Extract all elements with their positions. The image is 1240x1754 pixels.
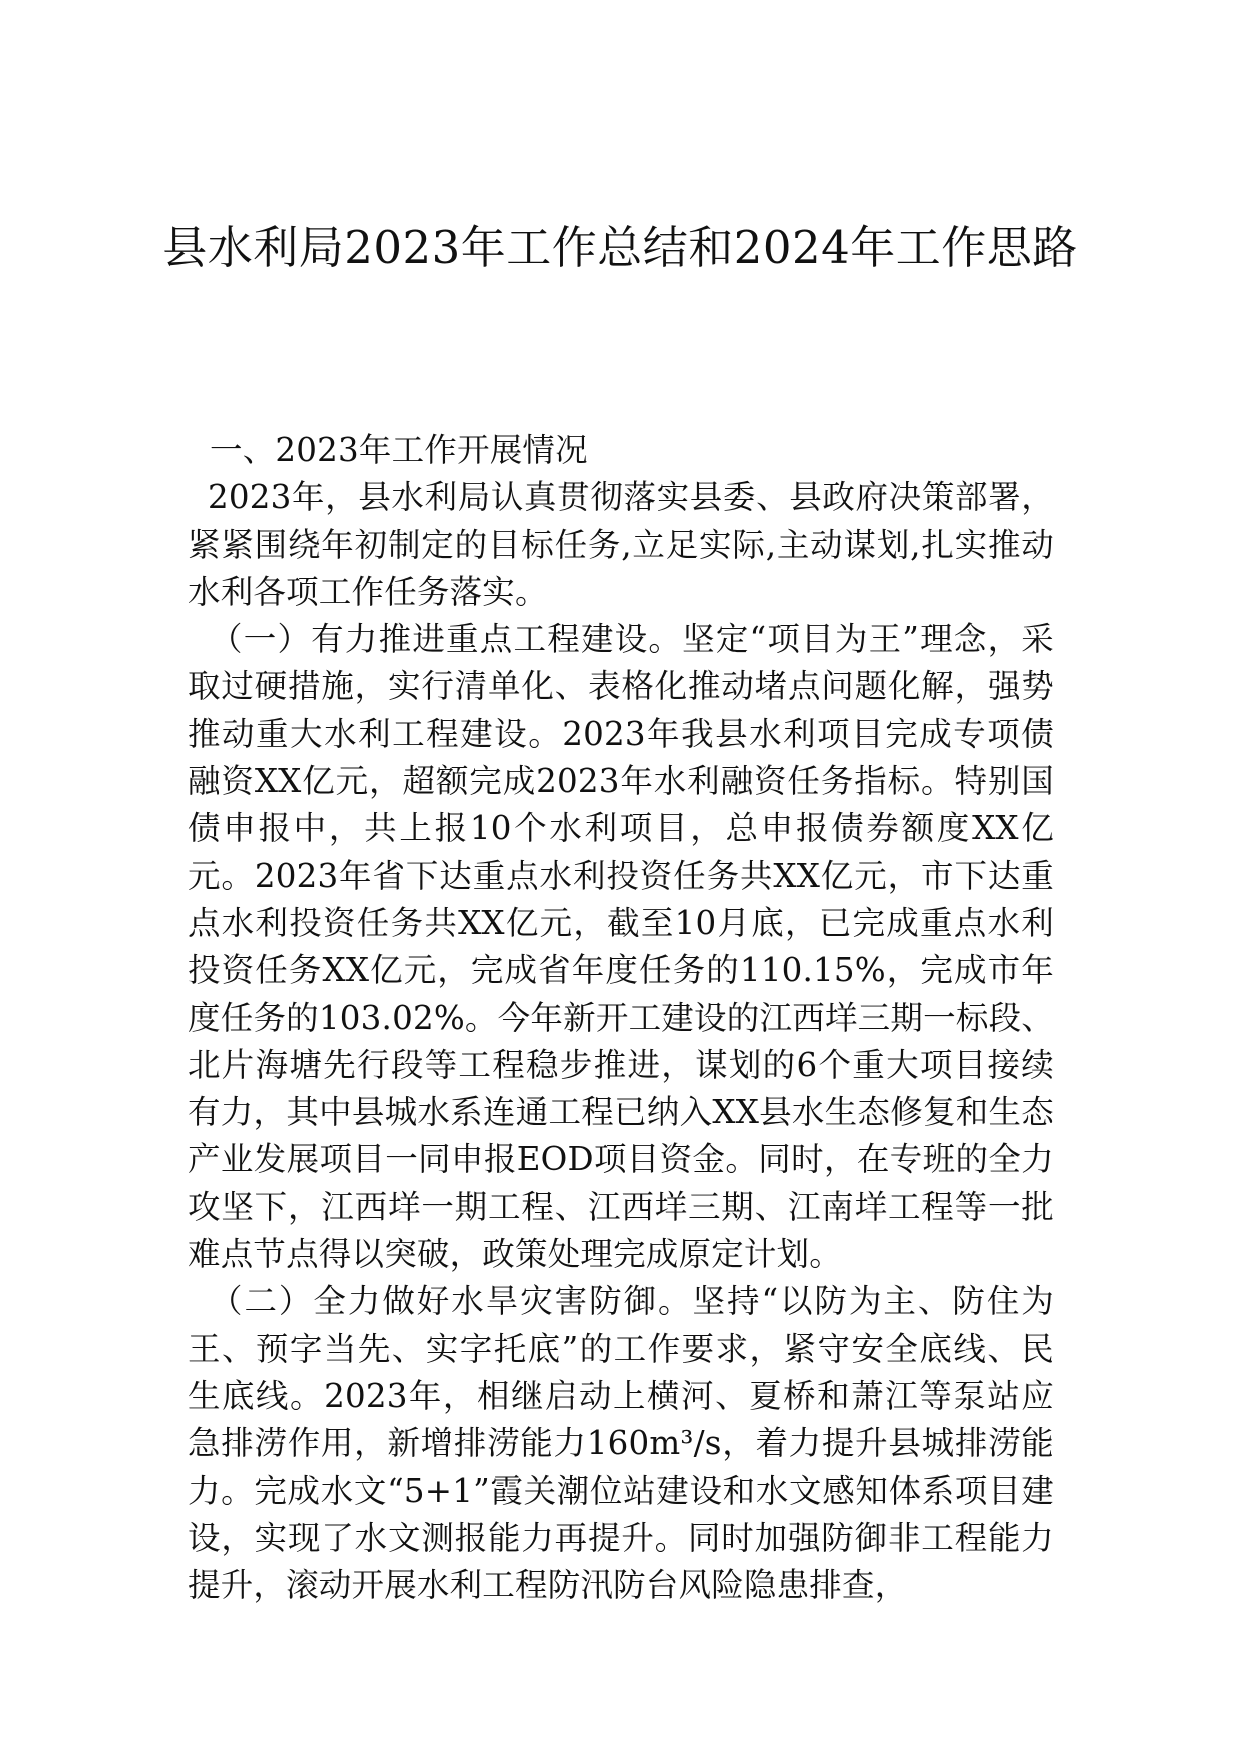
document-title: 县水利局2023年工作总结和2024年工作思路 bbox=[162, 221, 1078, 274]
paragraph-disaster-defense: （二）全力做好水旱灾害防御。坚持“以防为主、防住为王、预字当先、实字托底”的工作要求，紧守安全底线、民生底线。2023年，相继启动上横河、夏桥和萧江等泵站应急排涝作用，新增排涝能力160m³/s，着力提升县城排涝能力。完成水文“5+1”霞关潮位站建设和水文感知体系项目建设，实现了水文测报能力再提升。同时加强防御非工程能力提升，滚动开展水利工程防汛防台风险隐患排查， bbox=[188, 1282, 1054, 1605]
intro-paragraph: 2023年，县水利局认真贯彻落实县委、县政府决策部署，紧紧围绕年初制定的目标任务,立足实际,主动谋划,扎实推动水利各项工作任务落实。 bbox=[188, 478, 1054, 611]
paragraph-project-construction: （一）有力推进重点工程建设。坚定“项目为王”理念，采取过硬措施，实行清单化、表格化推动堵点问题化解，强势推动重大水利工程建设。2023年我县水利项目完成专项债融资XX亿元，超额完成2023年水利融资任务指标。特别国债申报中，共上报10个水利项目，总申报债券额度XX亿元。2023年省下达重点水利投资任务共XX亿元，市下达重点水利投资任务共XX亿元，截至10月底，已完成重点水利投资任务XX亿元，完成省年度任务的110.15%，完成市年度任务的103.02%。今年新开工建设的江西垟三期一标段、北片海塘先行段等工程稳步推进，谋划的6个重大项目接续有力，其中县城水系连通工程已纳入XX县水生态修复和生态产业发展项目一同申报EOD项目资金。同时，在专班的全力攻坚下，江西垟一期工程、江西垟三期、江南垟工程等一批难点节点得以突破，政策处理完成原定计划。 bbox=[188, 620, 1054, 1274]
document-body bbox=[188, 427, 1054, 1609]
section-heading: 一、2023年工作开展情况 bbox=[210, 431, 588, 469]
